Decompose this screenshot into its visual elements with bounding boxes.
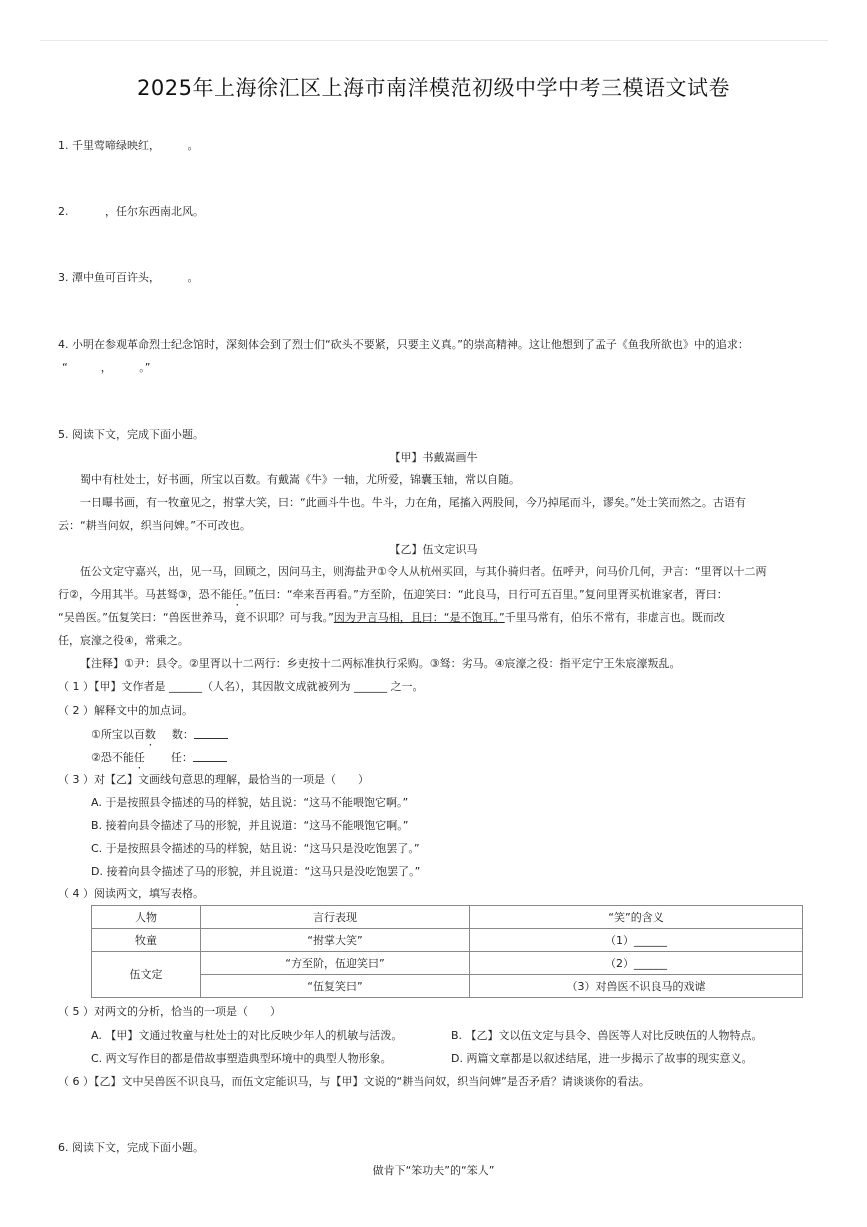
annotation-note: 【注释】①尹：县令。②里胥以十二两行：乡吏按十二两标准执行采购。③驽：劣马。④宸濠之役：指平定宁王朱宸濠叛乱。	[80, 657, 681, 670]
answer-blank[interactable]	[193, 749, 227, 762]
question-6-intro: 6. 阅读下文，完成下面小题。	[58, 1141, 204, 1154]
table-header-cell: 言行表现	[201, 906, 470, 929]
option-5b[interactable]: B. 【乙】文以伍文定与县令、兽医等人对比反映伍的人物特点。	[451, 1029, 763, 1042]
subquestion-2b: ②恐不能任 任：	[91, 749, 227, 766]
dotted-word: 数	[144, 728, 156, 741]
answer-table	[91, 905, 803, 998]
table-cell: “拊掌大笑”	[201, 929, 470, 952]
option-3b[interactable]: B. 接着向县令描述了马的形貌，并且说道：“这马不能喂饱它啊。”	[91, 819, 409, 832]
question-2: 2. ，任尔东西南北风。	[58, 205, 204, 218]
question-4-line1: 4. 小明在参观革命烈士纪念馆时，深刻体会到了烈士们“砍头不要紧，只要主义真。”的崇高精神。这让他想到了孟子《鱼我所欲也》中的追求：	[58, 338, 749, 351]
passage-jia-p2-line2: 云：“耕当问奴，织当问婢。”不可改也。	[58, 519, 251, 532]
option-5d[interactable]: D. 两篇文章都是以叙述结尾，进一步揭示了故事的现实意义。	[451, 1052, 753, 1065]
table-header-cell: “笑”的含义	[470, 906, 803, 929]
table-cell: （3）对兽医不识良马的戏谑	[470, 975, 803, 998]
page-title: 2025年上海徐汇区上海市南洋模范初级中学中考三模语文试卷	[137, 76, 730, 100]
table-header-cell: 人物	[92, 906, 201, 929]
table-cell: “方至阶，伍迎笑曰”	[201, 952, 470, 975]
option-3d[interactable]: D. 接着向县令描述了马的形貌，并且说道：“这马只是没吃饱罢了。”	[91, 865, 421, 878]
table-cell[interactable]: （1）______	[470, 929, 803, 952]
option-3c[interactable]: C. 于是按照县令描述的马的样貌，姑且说：“这马只是没吃饱罢了。”	[91, 842, 420, 855]
top-divider	[40, 40, 828, 41]
subquestion-5: （ 5 ）对两文的分析，恰当的一项是（ ）	[58, 1005, 281, 1018]
passage-yi-line4: 任，宸濠之役④，常乘之。	[58, 634, 189, 647]
question-5-intro: 5. 阅读下文，完成下面小题。	[58, 428, 204, 441]
table-cell[interactable]: （2）______	[470, 952, 803, 975]
table-row	[92, 929, 803, 952]
table-row	[92, 952, 803, 975]
passage-title: 做肯下“笨功夫”的“笨人”	[372, 1164, 495, 1177]
question-1: 1. 千里莺啼绿映红， 。	[58, 139, 199, 152]
answer-blank[interactable]	[194, 726, 228, 739]
passage-yi-line3: “吴兽医。”伍复笑曰：“兽医世养马，竟不识耶？可与我。”因为尹言马相，且曰：“是不饱耳。”千里马常有，伯乐不常有，非虚言也。既而改	[58, 611, 725, 624]
table-header-row	[92, 906, 803, 929]
table-cell: “伍复笑曰”	[201, 975, 470, 998]
question-4-line2: “ ， 。”	[62, 361, 151, 374]
option-5c[interactable]: C. 两文写作目的都是借故事塑造典型环境中的典型人物形象。	[91, 1052, 392, 1065]
passage-yi-title: 【乙】伍文定识马	[389, 543, 478, 556]
subquestion-6: （ 6 ）【乙】文中吴兽医不识良马，而伍文定能识马，与【甲】文说的“耕当问奴，织当问婢”是否矛盾？请谈谈你的看法。	[58, 1075, 650, 1088]
table-cell: 伍文定	[92, 952, 201, 998]
dotted-word: 任	[133, 751, 145, 764]
passage-yi-line1: 伍公文定守嘉兴，出，见一马，回顾之，因问马主，则海盐尹①令人从杭州买回，与其仆骑归者。伍呼尹，问马价几何，尹言：“里胥以十二两	[80, 565, 767, 578]
subquestion-4: （ 4 ）阅读两文，填写表格。	[58, 887, 204, 900]
passage-jia-p2-line1: 一日曝书画，有一牧童见之，拊掌大笑，曰：“此画斗牛也。牛斗，力在角，尾搐入两股间，今乃掉尾而斗，谬矣。”处士笑而然之。古语有	[80, 496, 746, 509]
option-3a[interactable]: A. 于是按照县令描述的马的样貌，姑且说：“这马不能喂饱它啊。”	[91, 796, 409, 809]
dotted-word: 任	[231, 588, 243, 601]
passage-jia-p1: 蜀中有杜处士，好书画，所宝以百数。有戴嵩《牛》一轴，尤所爱，锦囊玉轴，常以自随。	[80, 473, 520, 486]
passage-yi-line2: 行②，今用其半。马甚驽③，恐不能任。”伍曰：“牵来吾再看。”方至阶，伍迎笑曰：“此良马，日行可五百里。”复问里胥买杭谁家者，胥曰：	[58, 588, 728, 601]
subquestion-3: （ 3 ）对【乙】文画线句意思的理解，最恰当的一项是（ ）	[58, 773, 369, 786]
subquestion-2: （ 2 ）解释文中的加点词。	[58, 704, 193, 717]
passage-jia-title: 【甲】书戴嵩画牛	[389, 451, 478, 464]
option-5a[interactable]: A. 【甲】文通过牧童与杜处士的对比反映少年人的机敏与活泼。	[91, 1029, 403, 1042]
question-3: 3. 潭中鱼可百许头， 。	[58, 271, 199, 284]
table-cell: 牧童	[92, 929, 201, 952]
subquestion-1: （ 1 ）【甲】文作者是 ______（人名），其因散文成就被列为 ______ 之一。	[58, 680, 424, 693]
underlined-sentence: 因为尹言马相，且曰：“是不饱耳。”	[333, 611, 505, 624]
subquestion-2a: ①所宝以百数 数：	[91, 726, 228, 743]
